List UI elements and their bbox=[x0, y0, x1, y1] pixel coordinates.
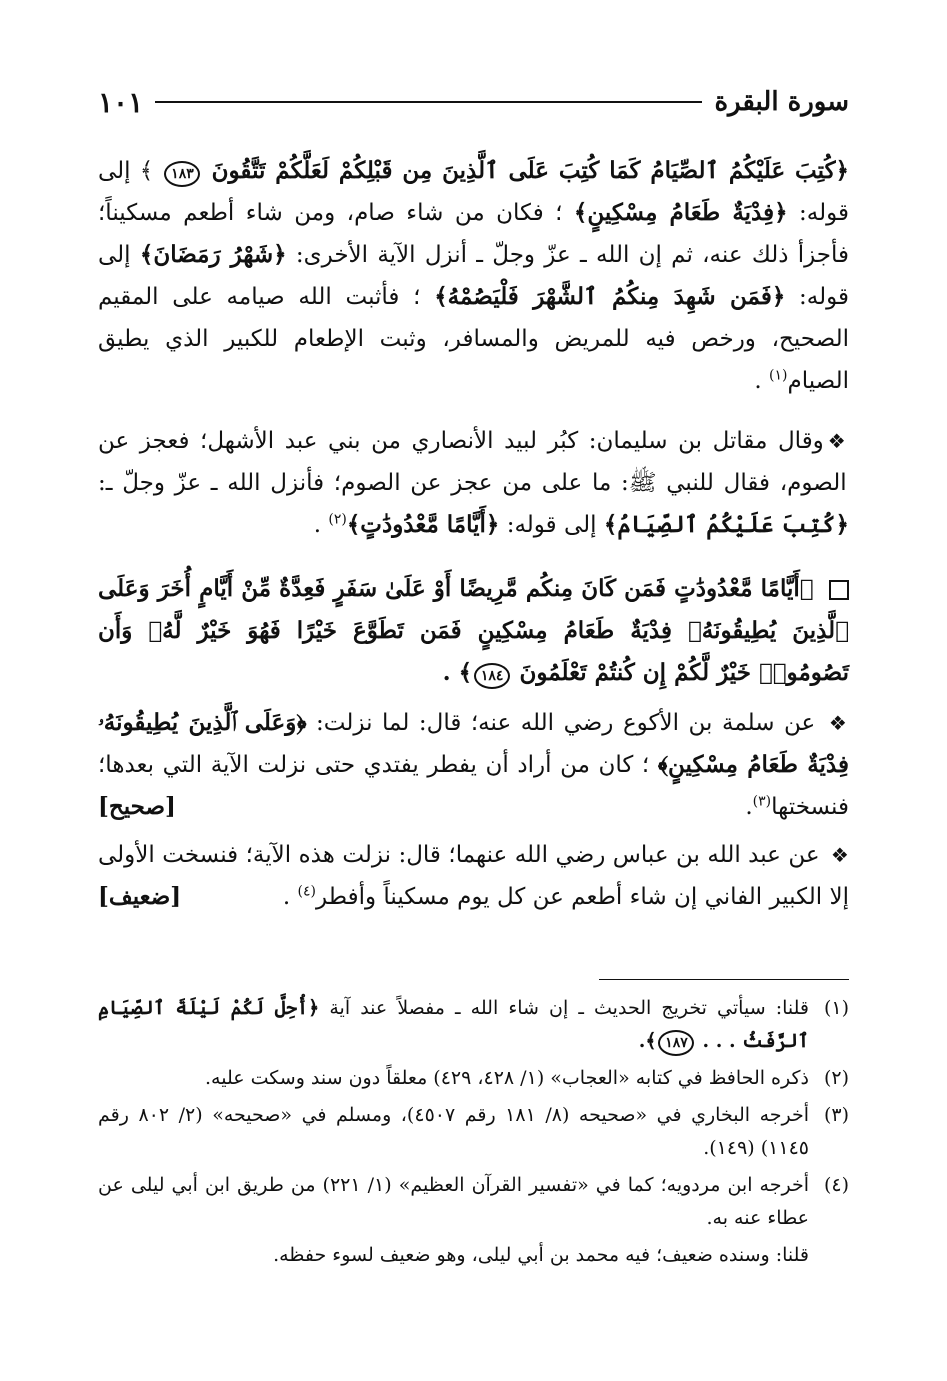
footnotes bbox=[98, 992, 849, 1272]
paragraph-4 bbox=[98, 834, 849, 918]
paragraph-text: ؛ كان من أراد أن يفطر يفتدي حتى نزلت الآية التي بعدها؛ فنسختها bbox=[98, 752, 849, 820]
paragraph-2 bbox=[98, 420, 849, 546]
verse-184-block bbox=[98, 568, 849, 694]
main-text bbox=[98, 150, 849, 924]
quran-verse: ﴿وَعَلَى ٱلَّذِينَ يُطِيقُونَهُۥ فِدْيَةٌ طَعَامُ مِسْكِينٍ﴾ bbox=[98, 709, 849, 778]
footnote-text: أخرجه البخاري في «صحيحه (٨/ ١٨١ رقم ٤٥٠٧)، ومسلم في «صحيحه» (٢/ ٨٠٢ رقم ١١٤٥) (١٤٩). bbox=[98, 1104, 810, 1159]
footnote-ref[interactable]: (٣) bbox=[752, 793, 772, 810]
ayah-number-marker: ١٨٧ bbox=[658, 1030, 694, 1056]
footnote-text: ذكره الحافظ في كتابه «العجاب» (١/ ٤٢٨، ٤٢٩) معلقاً دون سند وسكت عليه. bbox=[205, 1067, 809, 1089]
footnote-ref[interactable]: (٢) bbox=[328, 511, 347, 528]
footnote-item bbox=[98, 1062, 849, 1095]
quran-verse: ﴿فِدْيَةٌ طَعَامُ مِسْكِينٍ﴾ bbox=[573, 199, 788, 226]
ayah-number-marker: ١٨٤ bbox=[474, 663, 510, 689]
paragraph-3 bbox=[98, 702, 849, 828]
page-number: ١٠١ bbox=[98, 85, 144, 119]
footnote-text: أخرجه ابن مردويه؛ كما في «تفسير القرآن العظيم» (١/ ٢٢١) من طريق ابن أبي ليلى عن عطاء عنه به. bbox=[98, 1174, 809, 1229]
paragraph-text: ؛ فأثبت الله صيامه على المقيم الصحيح، ورخص فيه للمريض والمسافر، وثبت الإطعام للكبير الذي يطيق الصيام bbox=[98, 284, 849, 394]
sentence-end: ﴾. bbox=[638, 1030, 657, 1052]
header-rule bbox=[155, 101, 702, 103]
quran-verse: ﴿فَمَن شَهِدَ مِنكُمُ ٱلشَّهْرَ فَلْيَصُمْهُ﴾ bbox=[434, 283, 786, 310]
quran-verse: ﴿أُحِلَّ لَكُمْ لَيْلَةَ ٱلصِّيَامِ ٱلرَّفَثُ . . . bbox=[98, 997, 809, 1052]
paragraph-text: عن عبد الله بن عباس رضي الله عنهما؛ قال: نزلت هذه الآية؛ فنسخت الأولى إلا الكبير الفاني إن شاء أطعم عن كل يوم مسكيناً وأفطر bbox=[98, 842, 849, 910]
quran-verse: ﴿أَيَّامًا مَّعْدُودَٰتٍ﴾ bbox=[346, 511, 500, 538]
footnote-number: (٤) bbox=[823, 1174, 849, 1196]
footnote-note: قلنا: وسنده ضعيف؛ فيه محمد بن أبي ليلى، وهو ضعيف لسوء حفظه. bbox=[273, 1244, 809, 1266]
footnote-number: (١) bbox=[823, 997, 849, 1019]
quran-verse: ﴿شَهْرُ رَمَضَانَ﴾ bbox=[139, 241, 287, 268]
footnote-ref[interactable]: (٤) bbox=[297, 883, 317, 900]
sentence-end: . bbox=[313, 512, 329, 538]
footnote-number: (٣) bbox=[823, 1104, 849, 1126]
paragraph-text: إلى قوله: bbox=[98, 242, 850, 310]
running-header bbox=[98, 84, 849, 120]
paragraph-text: عن سلمة بن الأكوع رضي الله عنه؛ قال: لما نزلت: bbox=[306, 710, 825, 736]
footnote-divider bbox=[599, 979, 849, 980]
paragraph-1 bbox=[98, 150, 849, 402]
footnote-text bbox=[98, 992, 809, 1058]
paragraph-text: إلى قوله: bbox=[499, 512, 597, 538]
diamond-bullet-icon: ❖ bbox=[828, 711, 849, 735]
diamond-bullet-icon: ❖ bbox=[827, 429, 849, 453]
sentence-end: ﴾ . bbox=[442, 659, 473, 686]
quran-verse: ﴿أَيَّامًا مَّعْدُودَٰتٍ فَمَن كَانَ مِنكُم مَّرِيضًا أَوْ عَلَىٰ سَفَرٍ فَعِدَّةٌ مِّنْ أَيَّامٍ أُخَرَ وَعَلَى ٱلَّذِينَ يُطِيقُونَهُۥ فِدْيَةٌ طَعَامُ مِسْكِينٍ فَمَن تَطَوَّعَ خَيْرًا فَهُوَ خَيْرٌ لَّهُۥ وَأَن تَصُومُوا۟ خَيْرٌ لَّكُمْ إِن كُنتُمْ تَعْلَمُونَ bbox=[98, 575, 849, 686]
sentence-end: . bbox=[754, 368, 769, 394]
diamond-bullet-icon: ❖ bbox=[830, 843, 849, 867]
hadith-grade-badge: [صحيح] bbox=[98, 793, 176, 820]
quran-verse: ﴿كُتِبَ عَلَيْكُمُ ٱلصِّيَامُ كَمَا كُتِبَ عَلَى ٱلَّذِينَ مِن قَبْلِكُمْ لَعَلَّكُمْ تَتَّقُونَ bbox=[211, 157, 850, 184]
square-marker-icon bbox=[829, 580, 849, 600]
paragraph-text: ؛ فكان من شاء صام، ومن شاء أطعم مسكيناً؛ فأجزأ ذلك عنه، ثم إن الله ـ عزّ وجلّ ـ أنزل الآية الأخرى: bbox=[98, 200, 850, 268]
surah-title: سورة البقرة bbox=[714, 87, 849, 117]
quran-verse: ﴿كُتِبَ عَلَيْكُمُ ٱلصِّيَامُ﴾ bbox=[603, 511, 849, 538]
footnote-item bbox=[98, 1099, 849, 1165]
sentence-end: . bbox=[745, 794, 753, 820]
sentence-end: . bbox=[282, 884, 298, 910]
footnote-item bbox=[98, 1169, 849, 1235]
footnote-number: (٢) bbox=[823, 1067, 849, 1089]
footnote-item bbox=[98, 992, 849, 1058]
ayah-number-marker: ١٨٣ bbox=[164, 161, 200, 187]
paragraph-text: ﴾ إلى قوله: bbox=[98, 158, 850, 226]
footnote-ref[interactable]: (١) bbox=[768, 367, 788, 384]
paragraph-text: وقال مقاتل بن سليمان: كبُر لبيد الأنصاري من بني عبد الأشهل؛ فعجز عن الصوم، فقال للنبي ﷺ: ما على من عجز عن الصوم؛ فأنزل الله ـ عزّ وجلّ ـ: bbox=[98, 428, 847, 496]
hadith-grade-badge: [ضعيف] bbox=[98, 883, 182, 910]
footnote-text-part: قلنا: سيأتي تخريج الحديث ـ إن شاء الله ـ مفصلاً عند آية bbox=[319, 997, 809, 1019]
